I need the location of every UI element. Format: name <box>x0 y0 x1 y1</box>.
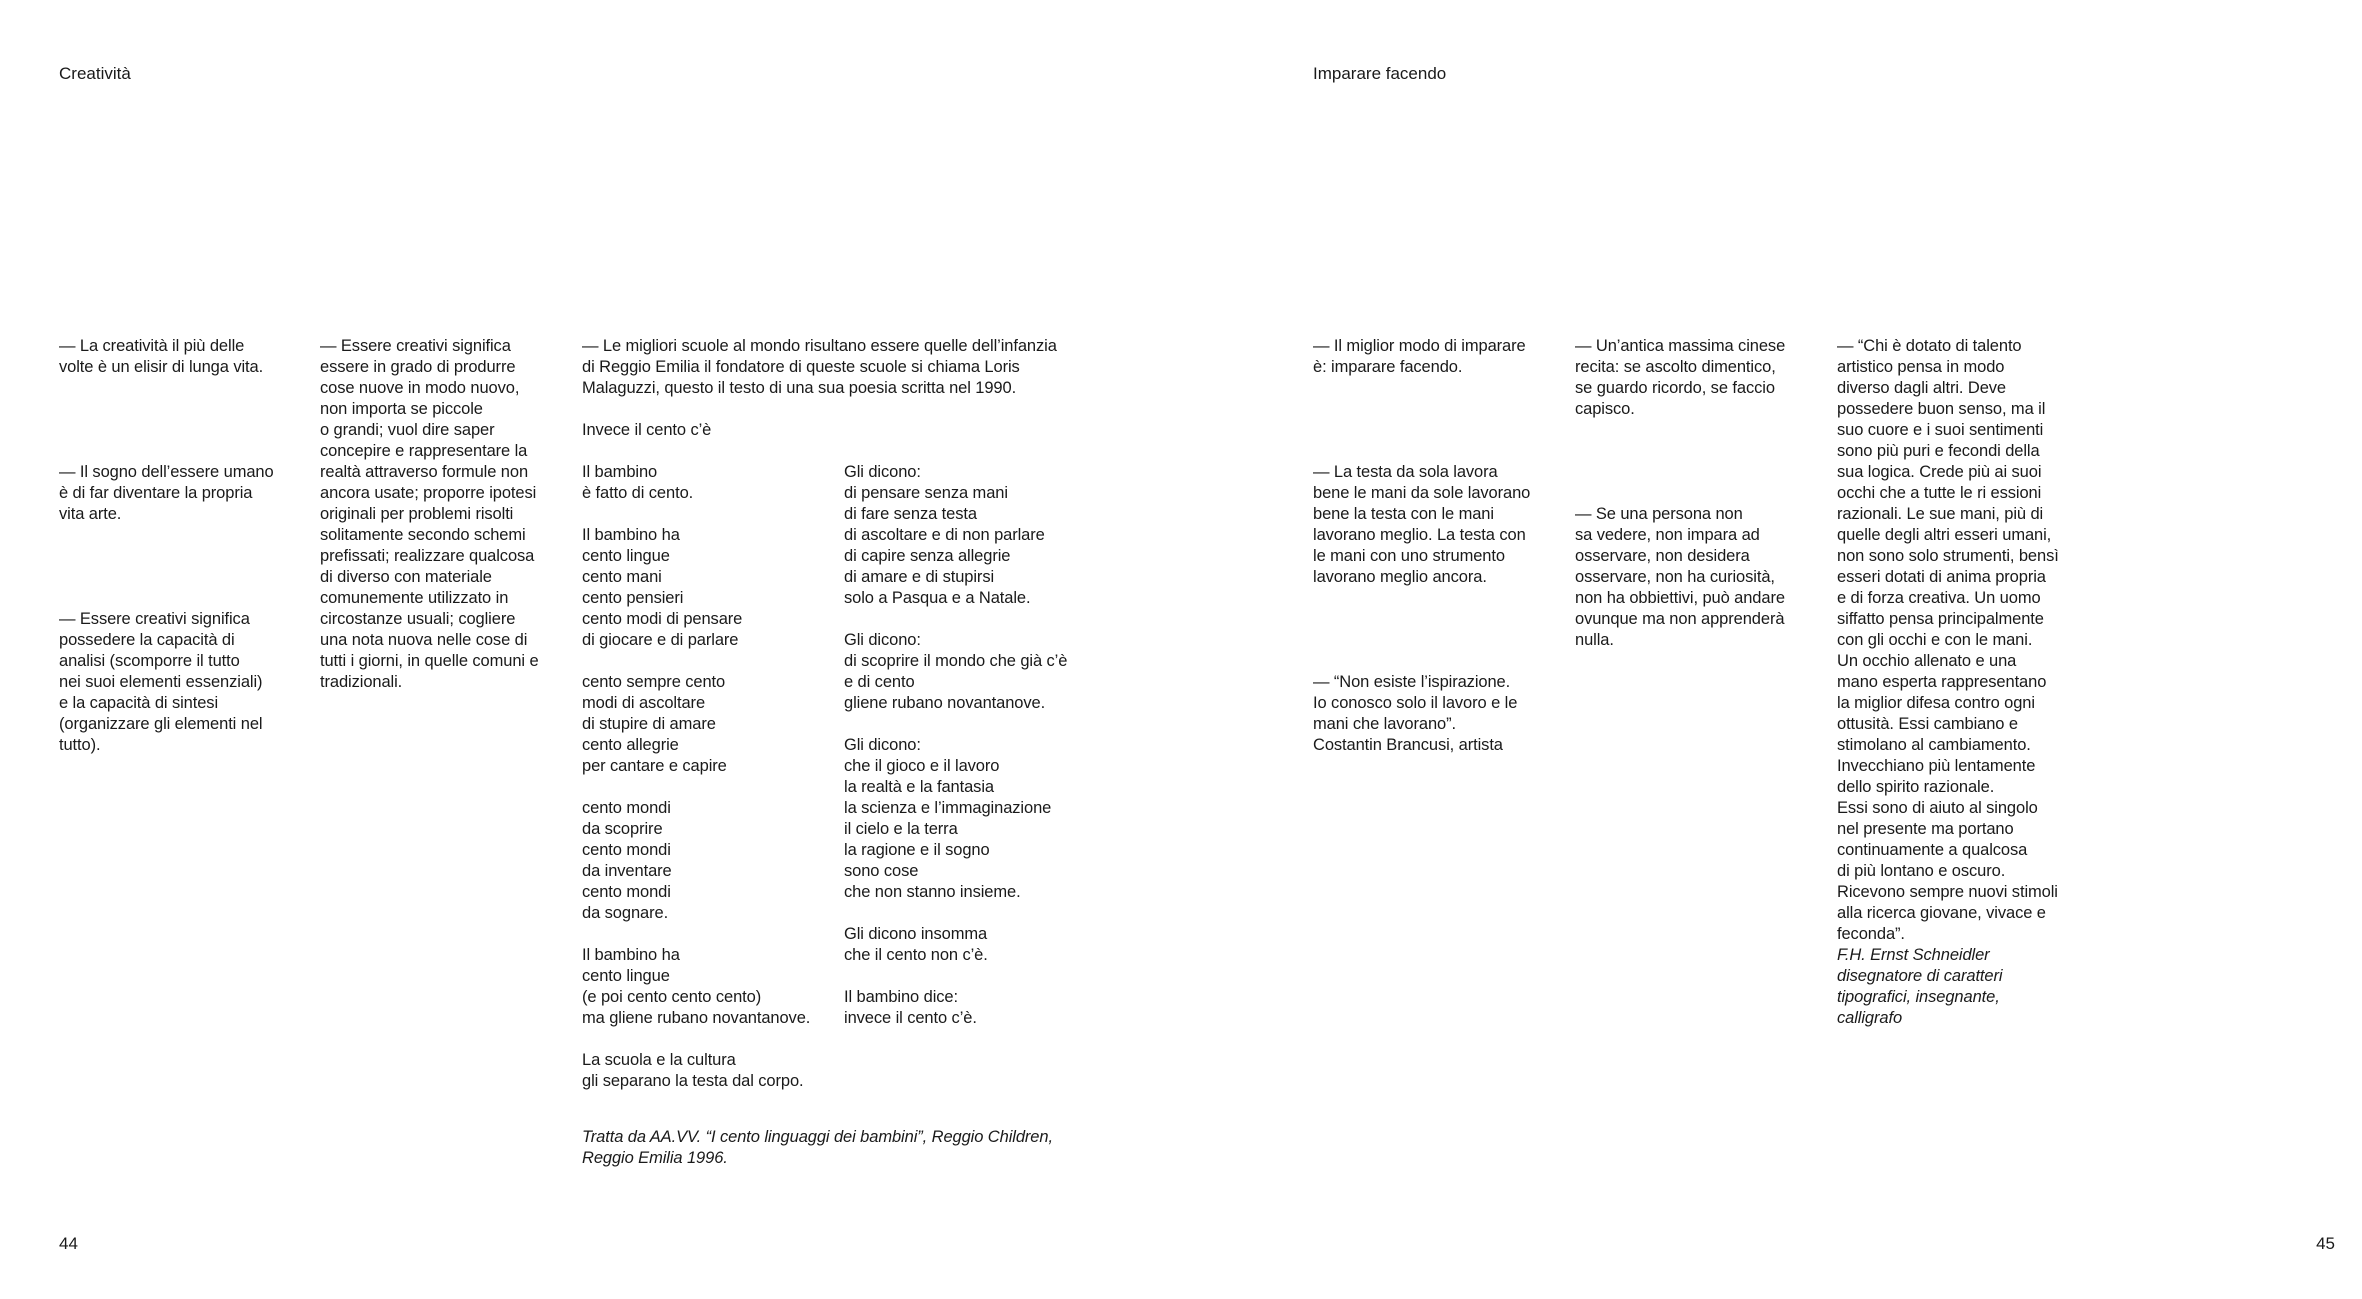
left-page-title: Creatività <box>59 64 131 83</box>
left-col1-quote-1: — La creatività il più delle volte è un elisir di lunga vita. <box>59 337 264 376</box>
right-page-title: Imparare facendo <box>1313 64 1447 83</box>
right-col1-quote-1: — Il miglior modo di imparare è: imparare facendo. <box>1313 337 1526 376</box>
right-col3-attribution: F.H. Ernst Schneidler disegnatore di caratteri tipografici, insegnante, calligrafo <box>1837 946 2003 1027</box>
left-col1-quote-2: — Il sogno dell’essere umano è di far diventare la propria vita arte. <box>59 463 274 523</box>
left-col1-quote-3: — Essere creativi significa possedere la capacità di analisi (scomporre il tutto nei suoi elementi essenziali) e la capacità di sintesi (organizzare gli elementi nel tutto). <box>59 610 263 754</box>
poem-source: Tratta da AA.VV. “I cento linguaggi dei bambini”, Reggio Children, Reggio Emilia 1996. <box>582 1128 1053 1167</box>
right-col2-quote-1: — Un’antica massima cinese recita: se ascolto dimentico, se guardo ricordo, se faccio capisco. <box>1575 337 1786 418</box>
poem-intro: — Le migliori scuole al mondo risultano essere quelle dell’infanzia di Reggio Emilia il fondatore di queste scuole si chiama Loris Malaguzzi, questo il testo di una sua poesia scritta nel 1990. <box>582 337 1057 397</box>
right-col1-quote-2: — La testa da sola lavora bene le mani da sole lavorano bene la testa con le mani lavorano meglio. La testa con le mani con uno strumento lavorano meglio ancora. <box>1313 463 1531 586</box>
left-col2-quote: — Essere creativi significa essere in grado di produrre cose nuove in modo nuovo, non importa se piccole o grandi; vuol dire saper concepire e rappresentare la realtà attraverso formule non ancora usate; proporre ipotesi originali per problemi risolti solitamente secondo schemi prefissati; realizzare qualcosa di diverso con materiale comunemente utilizzato in circostanze usuali; cogliere una nota nuova nelle cose di tutti i giorni, in quelle comuni e tradizionali. <box>320 337 539 691</box>
right-col3-quote: — “Chi è dotato di talento artistico pensa in modo diverso dagli altri. Deve possedere buon senso, ma il suo cuore e i suoi sentimenti sono più puri e fecondi della sua logica. Crede più ai suoi occhi che a tutte le ri essioni razionali. Le sue mani, più di quelle degli altri esseri umani, non sono solo strumenti, bensì esseri dotati di anima propria e di forza creativa. Un uomo siffatto pensa principalmente con gli occhi e con le mani. Un occhio allenato e una mano esperta rappresentano la miglior difesa contro ogni ottusità. Essi cambiano e stimolano al cambiamento. Invecchiano più lentamente dello spirito razionale. Essi sono di aiuto al singolo nel presente ma portano continuamente a qualcosa di più lontano e oscuro. Ricevono sempre nuovi stimoli alla ricerca giovane, vivace e feconda”. <box>1837 337 2059 943</box>
right-col1-quote-3: — “Non esiste l’ispirazione. Io conosco solo il lavoro e le mani che lavorano”. Costantin Brancusi, artista <box>1313 673 1518 754</box>
right-page-number: 45 <box>2316 1234 2335 1253</box>
poem-column-a: Il bambino è fatto di cento. Il bambino ha cento lingue cento mani cento pensieri cento modi di pensare di giocare e di parlare cento sempre cento modi di ascoltare di stupire di amare cento allegrie per cantare e capire cento mondi da scoprire cento mondi da inventare cento mondi da sognare. Il bambino ha cento lingue (e poi cento cento cento) ma gliene rubano novantanove. La scuola e la cultura gli separano la testa dal corpo. <box>582 463 811 1090</box>
poem-column-b: Gli dicono: di pensare senza mani di fare senza testa di ascoltare e di non parlare di capire senza allegrie di amare e di stupirsi solo a Pasqua e a Natale. Gli dicono: di scoprire il mondo che già c’è e di cento gliene rubano novantanove. Gli dicono: che il gioco e il lavoro la realtà e la fantasia la scienza e l’immaginazione il cielo e la terra la ragione e il sogno sono cose che non stanno insieme. Gli dicono insomma che il cento non c’è. Il bambino dice: invece il cento c’è. <box>844 463 1068 1027</box>
poem-title: Invece il cento c’è <box>582 421 712 439</box>
left-page-number: 44 <box>59 1234 78 1253</box>
right-col2-quote-2: — Se una persona non sa vedere, non impara ad osservare, non desidera osservare, non ha curiosità, non ha obbiettivi, può andare ovunque ma non apprenderà nulla. <box>1575 505 1785 649</box>
